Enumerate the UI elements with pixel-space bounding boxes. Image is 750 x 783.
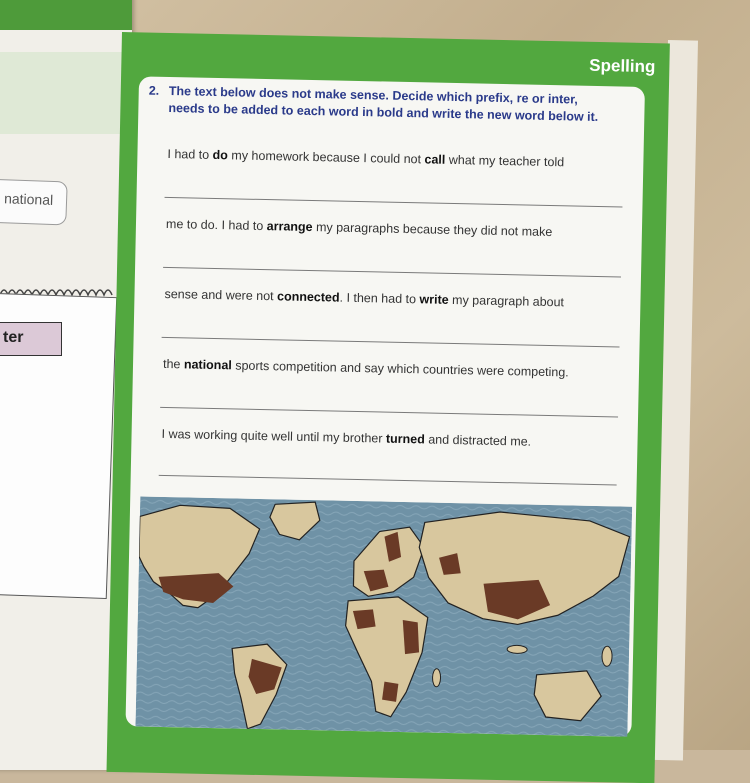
bold-word: turned — [385, 431, 425, 447]
left-page-band — [0, 52, 130, 134]
word-pill: national — [0, 179, 68, 226]
answer-line[interactable] — [162, 337, 620, 348]
exercise-panel — [125, 76, 645, 736]
bold-word: arrange — [266, 219, 313, 235]
sentence-line: I was working quite well until my brother turned and distracted me. — [161, 426, 532, 449]
answer-line[interactable] — [165, 197, 623, 208]
island — [507, 645, 527, 653]
word-box: ter — [0, 322, 62, 356]
answer-line[interactable] — [160, 407, 618, 418]
question-number: 2. — [148, 83, 160, 98]
workbook-page — [107, 32, 670, 783]
bold-word: connected — [276, 289, 340, 305]
left-page-green-strip — [0, 0, 132, 30]
bold-word: call — [424, 152, 446, 167]
section-title: Spelling — [589, 55, 656, 77]
sentence-line: I had to do my homework because I could not call what my teacher told — [167, 146, 565, 170]
island — [602, 646, 612, 666]
question — [148, 83, 609, 127]
bold-word: do — [212, 147, 229, 163]
answer-line[interactable] — [159, 475, 617, 486]
sentence-line: sense and were not connected. I then had to write my paragraph about — [164, 286, 565, 310]
bold-word: national — [183, 357, 232, 373]
sentence-line: the national sports competition and say which countries were competing. — [162, 356, 569, 380]
highlight-africa-south — [382, 682, 398, 702]
bold-word: write — [419, 292, 449, 307]
sentence-line: me to do. I had to arrange my paragraphs because they did not make — [165, 216, 553, 240]
world-map — [135, 496, 632, 736]
question-text: The text below does not make sense. Decide which prefix, re or inter, needs to be added to each word in bold and write the new word below it. — [168, 83, 599, 124]
answer-line[interactable] — [163, 267, 621, 278]
island — [432, 669, 440, 687]
